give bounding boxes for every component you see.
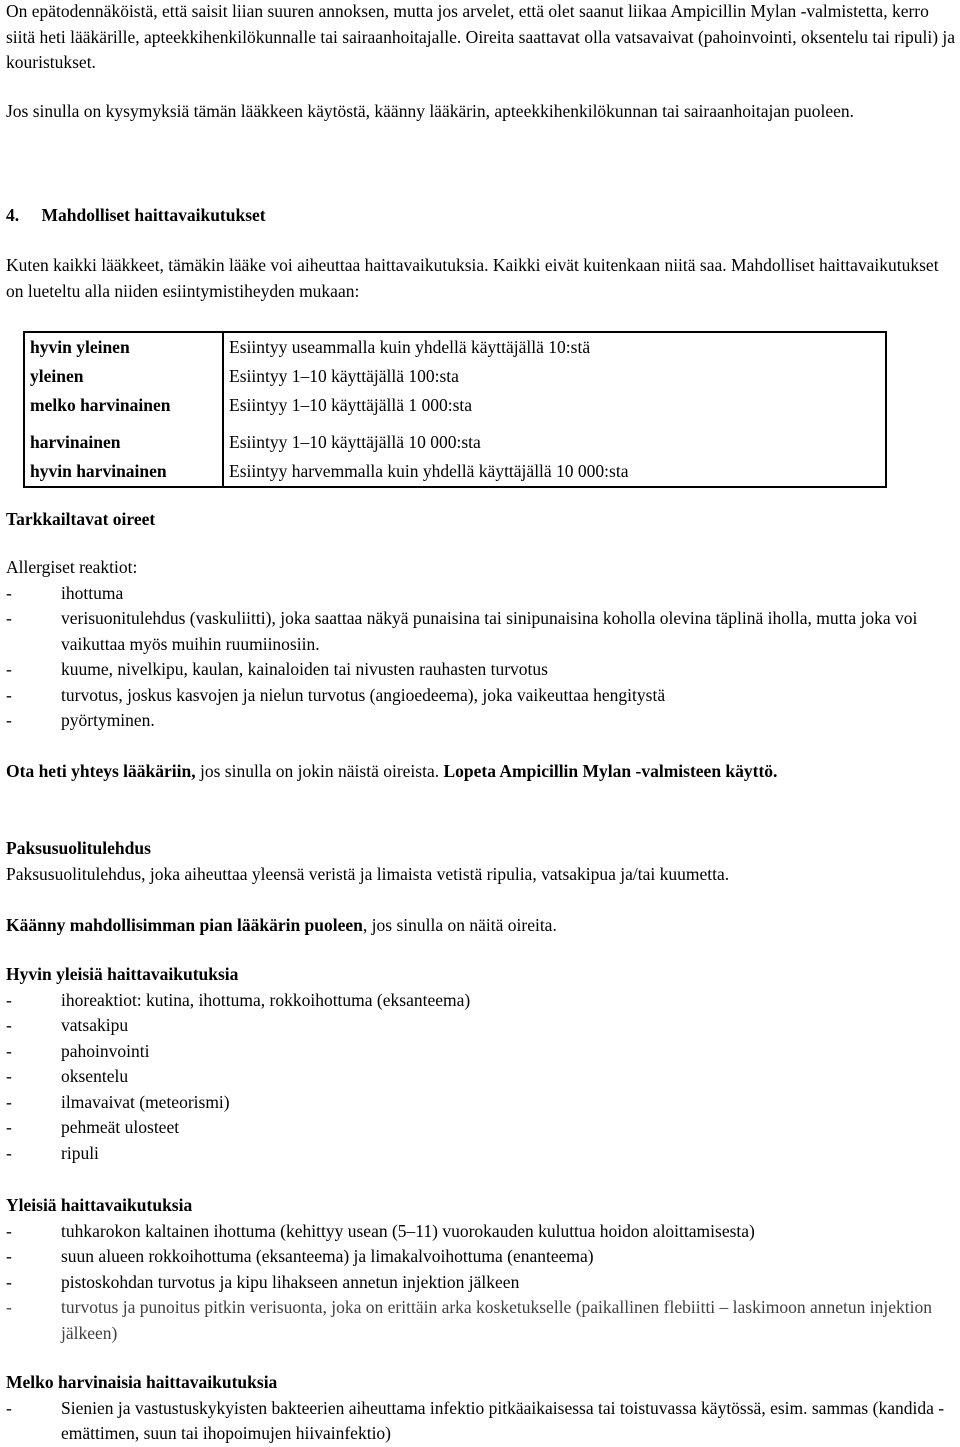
list-item: - ripuli xyxy=(6,1142,99,1163)
list-item: - pyörtyminen. xyxy=(6,710,155,730)
section-intro: Kuten kaikki lääkkeet, tämäkin lääke voi aiheuttaa haittavaikutuksia. Kaikki eivät kuitenkaan niitä saa. Mahdolliset haittavaikutukset on lueteltu alla niiden esiintymistiheyden mukaan: xyxy=(6,255,939,301)
very-common-block xyxy=(6,962,956,1166)
frequency-definition: Esiintyy useammalla kuin yhdellä käyttäjällä 10:stä xyxy=(229,336,591,357)
colitis-action: Käänny mahdollisimman pian lääkärin puoleen, jos sinulla on näitä oireita. xyxy=(6,915,557,935)
frequency-definition: Esiintyy 1–10 käyttäjällä 100:sta xyxy=(229,365,459,386)
overdose-paragraph: On epätodennäköistä, että saisit liian suuren annoksen, mutta jos arvelet, että olet saanut liikaa Ampicillin Mylan -valmistetta, kerro siitä heti lääkärille, apteekkihenkilökunnalle tai sairaanhoitajalle. Oireita saattavat olla vatsavaivat (pahoinvointi, oksentelu tai ripuli) ja kouristukset. xyxy=(6,1,956,72)
section-heading xyxy=(6,203,956,229)
uncommon-block xyxy=(6,1370,956,1447)
allergy-label: Allergiset reaktiot: xyxy=(6,557,138,577)
common-heading: Yleisiä haittavaikutuksia xyxy=(6,1195,193,1215)
section-number: 4. xyxy=(6,205,20,225)
allergy-block xyxy=(6,555,956,734)
colitis-text: Paksusuolitulehdus, joka aiheuttaa yleensä veristä ja limaista vetistä ripulia, vatsakipua ja/tai kuumetta. xyxy=(6,863,730,884)
watch-heading: Tarkkailtavat oireet xyxy=(6,509,156,529)
list-item: - pahoinvointi xyxy=(6,1040,150,1061)
table-row xyxy=(24,332,886,362)
list-item: - verisuonitulehdus (vaskuliitti), joka saattaa näkyä punaisina tai sinipunaisina koholla olevina täplinä iholla, mutta joka voi vaikuttaa myös muihin ruumiinosiin. xyxy=(6,608,918,654)
uncommon-heading: Melko harvinaisia haittavaikutuksia xyxy=(6,1372,278,1392)
list-item: - vatsakipu xyxy=(6,1015,129,1035)
list-item: - tuhkarokon kaltainen ihottuma (kehittyy usean (5–11) vuorokauden kuluttua hoidon aloittamisesta) xyxy=(6,1220,755,1241)
table-row xyxy=(24,362,886,391)
colitis-heading: Paksusuolitulehdus xyxy=(6,838,151,858)
common-block xyxy=(6,1193,956,1346)
list-item: - turvotus, joskus kasvojen ja nielun turvotus (angioedeema), joka vaikeuttaa hengitystä xyxy=(6,684,666,705)
frequency-definition: Esiintyy harvemmalla kuin yhdellä käyttäjällä 10 000:sta xyxy=(229,460,629,481)
frequency-term: harvinainen xyxy=(24,420,223,457)
table-row xyxy=(24,391,886,420)
list-item: - ihottuma xyxy=(6,582,124,603)
frequency-term: yleinen xyxy=(24,362,223,391)
frequency-definition: Esiintyy 1–10 käyttäjällä 10 000:sta xyxy=(229,431,481,452)
list-item: - kuume, nivelkipu, kaulan, kainaloiden tai nivusten rauhasten turvotus xyxy=(6,659,548,679)
frequency-term: hyvin yleinen xyxy=(24,332,223,362)
section-title: Mahdolliset haittavaikutukset xyxy=(41,205,266,225)
list-item: - oksentelu xyxy=(6,1066,129,1086)
colitis-block xyxy=(6,836,956,887)
list-item: - pistoskohdan turvotus ja kipu lihakseen annetun injektion jälkeen xyxy=(6,1271,520,1292)
frequency-term: melko harvinainen xyxy=(24,391,223,420)
list-item: - pehmeät ulosteet xyxy=(6,1117,180,1137)
list-item: - ilmavaivat (meteorismi) xyxy=(6,1091,230,1112)
list-item: - ihoreaktiot: kutina, ihottuma, rokkoihottuma (eksanteema) xyxy=(6,989,471,1010)
frequency-term: hyvin harvinainen xyxy=(24,457,223,487)
frequency-table xyxy=(23,331,887,488)
questions-paragraph: Jos sinulla on kysymyksiä tämän lääkkeen käytöstä, käänny lääkärin, apteekkihenkilökunnan tai sairaanhoitajan puoleen. xyxy=(6,101,855,121)
list-item: - turvotus ja punoitus pitkin verisuonta, joka on erittäin arka kosketukselle (paikallinen flebiitti – laskimoon annetun injektion jälkeen) xyxy=(6,1297,932,1343)
list-item: - Sienien ja vastustuskykyisten bakteerien aiheuttama infektio pitkäaikaisessa tai toistuvassa käytössä, esim. sammas (kandida - emättimen, suun tai ihopoimujen hiivainfektio) xyxy=(6,1397,945,1443)
table-row xyxy=(24,457,886,487)
table-row xyxy=(24,420,886,457)
watch-action: Ota heti yhteys lääkäriin, jos sinulla on jokin näistä oireista. Lopeta Ampicillin Mylan -valmisteen käyttö. xyxy=(6,761,778,781)
very-common-heading: Hyvin yleisiä haittavaikutuksia xyxy=(6,964,239,984)
list-item: - suun alueen rokkoihottuma (eksanteema) ja limakalvoihottuma (enanteema) xyxy=(6,1246,594,1266)
frequency-definition: Esiintyy 1–10 käyttäjällä 1 000:sta xyxy=(229,394,473,415)
